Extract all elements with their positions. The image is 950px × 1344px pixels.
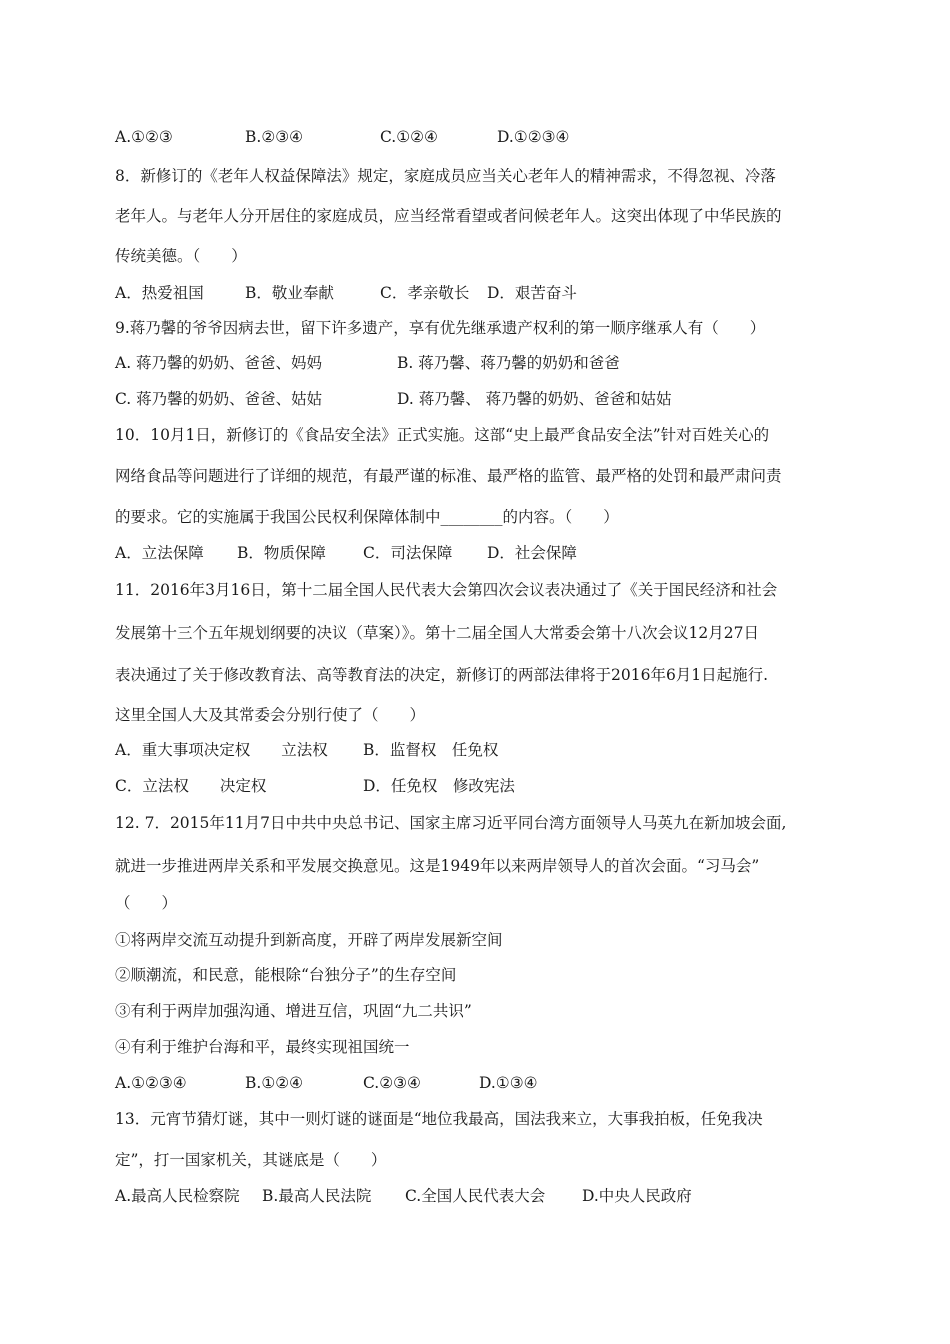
q13-option-b: B.最高人民法院 [262, 1187, 372, 1205]
q12-statement-4: ④有利于维护台海和平，最终实现祖国统一 [115, 1038, 410, 1056]
q9-option-a: A. 蒋乃馨的奶奶、爸爸、妈妈 [115, 354, 323, 372]
q12-option-d: D.①③④ [479, 1074, 538, 1092]
q12-stem-line-1: 12. 7．2015年11月7日中共中央总书记、国家主席习近平同台湾方面领导人马英九在新加坡会面, [115, 814, 787, 832]
q10-option-c: C．司法保障 [363, 544, 453, 562]
q11-stem-line-3: 表决通过了关于修改教育法、高等教育法的决定，新修订的两部法律将于2016年6月1日起施行. [115, 666, 769, 684]
q11-option-b: B．监督权 任免权 [363, 741, 499, 759]
q9-option-d: D. 蒋乃馨、 蒋乃馨的奶奶、爸爸和姑姑 [397, 390, 672, 408]
q10-stem-line-3: 的要求。它的实施属于我国公民权利保障体制中________的内容。（ ） [115, 508, 619, 526]
q11-option-c: C．立法权 决定权 [115, 777, 267, 795]
q8-stem-line-1: 8．新修订的《老年人权益保障法》规定，家庭成员应当关心老年人的精神需求，不得忽视、冷落 [115, 167, 776, 185]
q9-option-c: C. 蒋乃馨的奶奶、爸爸、姑姑 [115, 390, 323, 408]
q12-stem-line-3: （ ） [115, 894, 178, 912]
q13-option-c: C.全国人民代表大会 [405, 1187, 546, 1205]
q12-statement-2: ②顺潮流，和民意，能根除“台独分子”的生存空间 [115, 966, 457, 984]
q12-statement-3: ③有利于两岸加强沟通、增进互信，巩固“九二共识” [115, 1002, 472, 1020]
q13-stem-line-1: 13．元宵节猜灯谜，其中一则灯谜的谜面是“地位我最高，国法我来立，大事我拍板，任免我决 [115, 1110, 763, 1128]
q11-stem-line-2: 发展第十三个五年规划纲要的决议（草案）》。第十二届全国人大常委会第十八次会议12月27日 [115, 624, 759, 642]
q7-option-c: C.①②④ [380, 128, 438, 146]
q12-option-a: A.①②③④ [115, 1074, 187, 1092]
q8-stem-line-3: 传统美德。（ ） [115, 247, 247, 265]
q10-stem-line-2: 网络食品等问题进行了详细的规范，有最严谨的标准、最严格的监管、最严格的处罚和最严肃问责 [115, 467, 782, 485]
q8-option-c: C．孝亲敬长 [380, 284, 470, 302]
q7-option-a: A.①②③ [115, 128, 173, 146]
q13-option-d: D.中央人民政府 [582, 1187, 692, 1205]
q11-option-a: A．重大事项决定权 立法权 [115, 741, 328, 759]
q10-option-b: B．物质保障 [237, 544, 326, 562]
q10-option-d: D．社会保障 [487, 544, 577, 562]
q13-stem-line-2: 定”，打一国家机关，其谜底是（ ） [115, 1151, 387, 1169]
q7-option-d: D.①②③④ [497, 128, 570, 146]
q9-stem: 9.蒋乃馨的爷爷因病去世，留下许多遗产，享有优先继承遗产权利的第一顺序继承人有（ ） [115, 319, 766, 337]
q12-stem-line-2: 就进一步推进两岸关系和平发展交换意见。这是1949年以来两岸领导人的首次会面。“习马会” [115, 857, 760, 875]
q7-option-b: B.②③④ [245, 128, 304, 146]
q8-option-d: D．艰苦奋斗 [487, 284, 577, 302]
q11-option-d: D．任免权 修改宪法 [363, 777, 515, 795]
q8-stem-line-2: 老年人。与老年人分开居住的家庭成员，应当经常看望或者问候老年人。这突出体现了中华民族的 [115, 207, 782, 225]
q8-option-a: A．热爱祖国 [115, 284, 204, 302]
q12-statement-1: ①将两岸交流互动提升到新高度，开辟了两岸发展新空间 [115, 931, 503, 949]
q9-option-b: B. 蒋乃馨、蒋乃馨的奶奶和爸爸 [397, 354, 620, 372]
q10-stem-line-1: 10．10月1日，新修订的《食品安全法》正式实施。这部“史上最严食品安全法”针对百姓关心的 [115, 426, 770, 444]
q12-option-c: C.②③④ [363, 1074, 421, 1092]
q12-option-b: B.①②④ [245, 1074, 304, 1092]
q10-option-a: A．立法保障 [115, 544, 204, 562]
q13-option-a: A.最高人民检察院 [115, 1187, 240, 1205]
q8-option-b: B．敬业奉献 [245, 284, 334, 302]
q11-stem-line-4: 这里全国人大及其常委会分别行使了（ ） [115, 706, 426, 724]
q11-stem-line-1: 11．2016年3月16日，第十二届全国人民代表大会第四次会议表决通过了《关于国民经济和社会 [115, 581, 778, 599]
